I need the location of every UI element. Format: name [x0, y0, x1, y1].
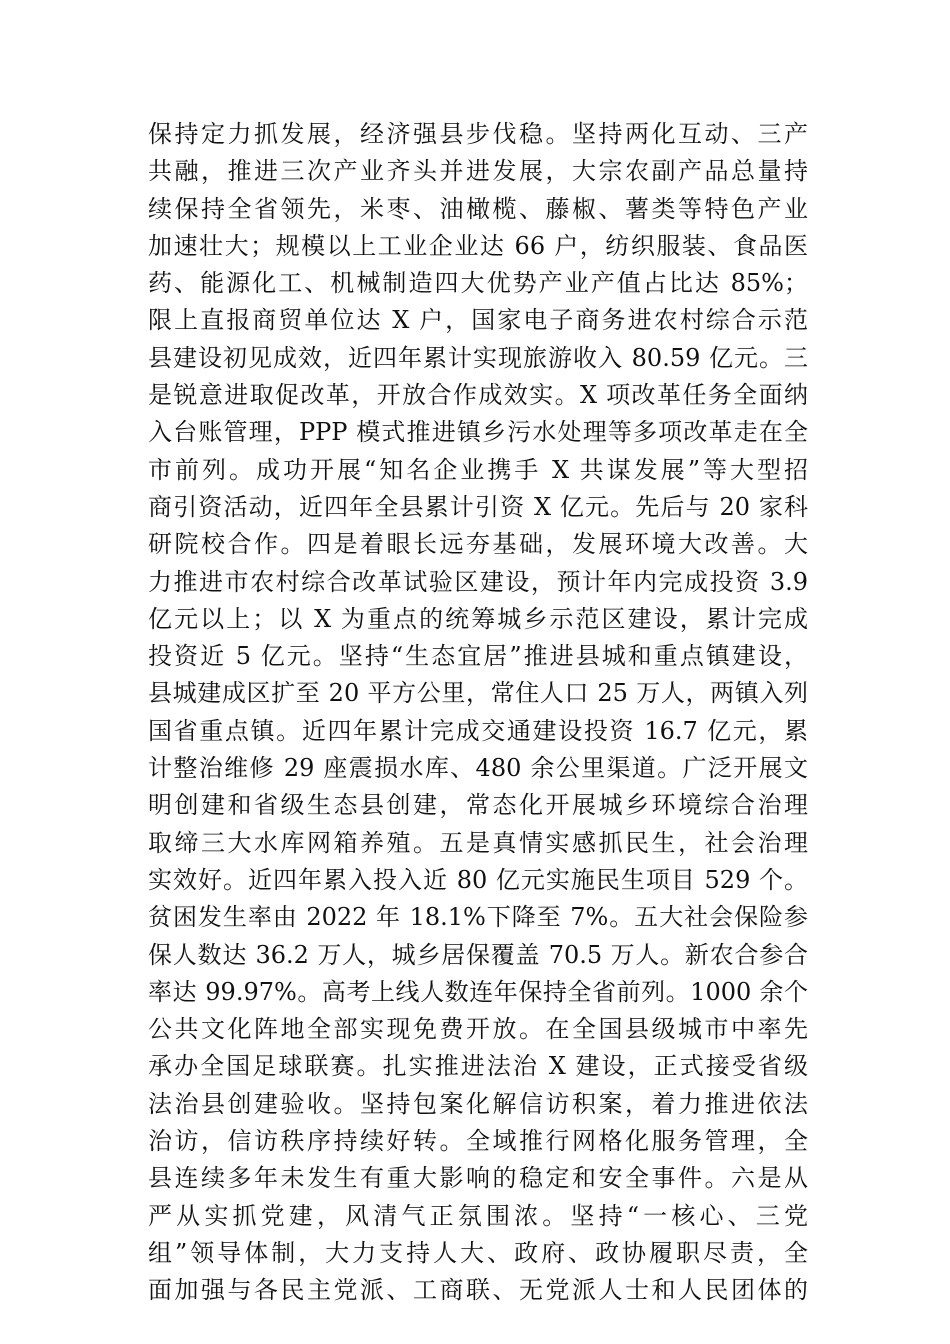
text-line-10: 市前列。成功开展“知名企业携手 X 共谋发展”等大型招 — [148, 455, 808, 484]
text-line-13: 力推进市农村综合改革试验区建设，预计年内完成投资 3.9 — [148, 567, 808, 596]
text-line-2: 共融，推进三次产业齐头并进发展，大宗农副产品总量持 — [148, 157, 808, 186]
text-line-1: 保持定力抓发展，经济强县步伐稳。坚持两化互动、三产 — [148, 120, 808, 148]
text-line-22: 贫困发生率由 2022 年 18.1%下降至 7%。五大社会保险参 — [148, 903, 808, 932]
text-line-29: 县连续多年未发生有重大影响的稳定和安全事件。六是从 — [148, 1164, 808, 1193]
text-line-15: 投资近 5 亿元。坚持“生态宜居”推进县城和重点镇建设， — [148, 642, 808, 671]
text-line-19: 明创建和省级生态县创建，常态化开展城乡环境综合治理 — [148, 791, 808, 820]
text-line-16: 县城建成区扩至 20 平方公里，常住人口 25 万人，两镇入列 — [148, 679, 808, 708]
text-line-3: 续保持全省领先，米枣、油橄榄、藤椒、薯类等特色产业 — [148, 194, 808, 223]
text-line-6: 限上直报商贸单位达 X 户，国家电子商务进农村综合示范 — [148, 306, 808, 335]
text-line-26: 承办全国足球联赛。扎实推进法治 X 建设，正式接受省级 — [148, 1052, 808, 1081]
text-line-24: 率达 99.97%。高考上线人数连年保持全省前列。1000 余个 — [148, 977, 808, 1006]
text-line-12: 研院校合作。四是着眼长远夯基础，发展环境大改善。大 — [148, 530, 808, 559]
text-line-11: 商引资活动，近四年全县累计引资 X 亿元。先后与 20 家科 — [148, 492, 808, 521]
text-line-14: 亿元以上；以 X 为重点的统筹城乡示范区建设，累计完成 — [148, 604, 808, 633]
text-line-7: 县建设初见成效，近四年累计实现旅游收入 80.59 亿元。三 — [148, 343, 808, 372]
text-line-9: 入台账管理，PPP 模式推进镇乡污水处理等多项改革走在全 — [148, 418, 808, 447]
text-line-18: 计整治维修 29 座震损水库、480 余公里渠道。广泛开展文 — [148, 754, 808, 783]
text-line-28: 治访，信访秩序持续好转。全域推行网格化服务管理，全 — [148, 1127, 808, 1156]
text-line-17: 国省重点镇。近四年累计完成交通建设投资 16.7 亿元，累 — [148, 716, 808, 745]
text-line-25: 公共文化阵地全部实现免费开放。在全国县级城市中率先 — [148, 1015, 808, 1044]
text-line-23: 保人数达 36.2 万人，城乡居保覆盖 70.5 万人。新农合参合 — [148, 940, 808, 969]
text-line-5: 药、能源化工、机械制造四大优势产业产值占比达 85%； — [148, 269, 808, 298]
text-line-20: 取缔三大水库网箱养殖。五是真情实感抓民生，社会治理 — [148, 828, 808, 857]
body-paragraph — [148, 116, 808, 1310]
text-line-31: 组”领导体制，大力支持人大、政府、政协履职尽责，全 — [148, 1238, 808, 1267]
text-line-32: 面加强与各民主党派、工商联、无党派人士和人民团体的 — [148, 1276, 808, 1305]
text-line-30: 严从实抓党建，风清气正氛围浓。坚持“一核心、三党 — [148, 1201, 808, 1230]
text-line-27: 法治县创建验收。坚持包案化解信访积案，着力推进依法 — [148, 1089, 808, 1118]
text-line-8: 是锐意进取促改革，开放合作成效实。X 项改革任务全面纳 — [148, 381, 808, 410]
text-line-21: 实效好。近四年累入投入近 80 亿元实施民生项目 529 个。 — [148, 865, 808, 894]
text-line-4: 加速壮大；规模以上工业企业达 66 户，纺织服装、食品医 — [148, 231, 808, 260]
